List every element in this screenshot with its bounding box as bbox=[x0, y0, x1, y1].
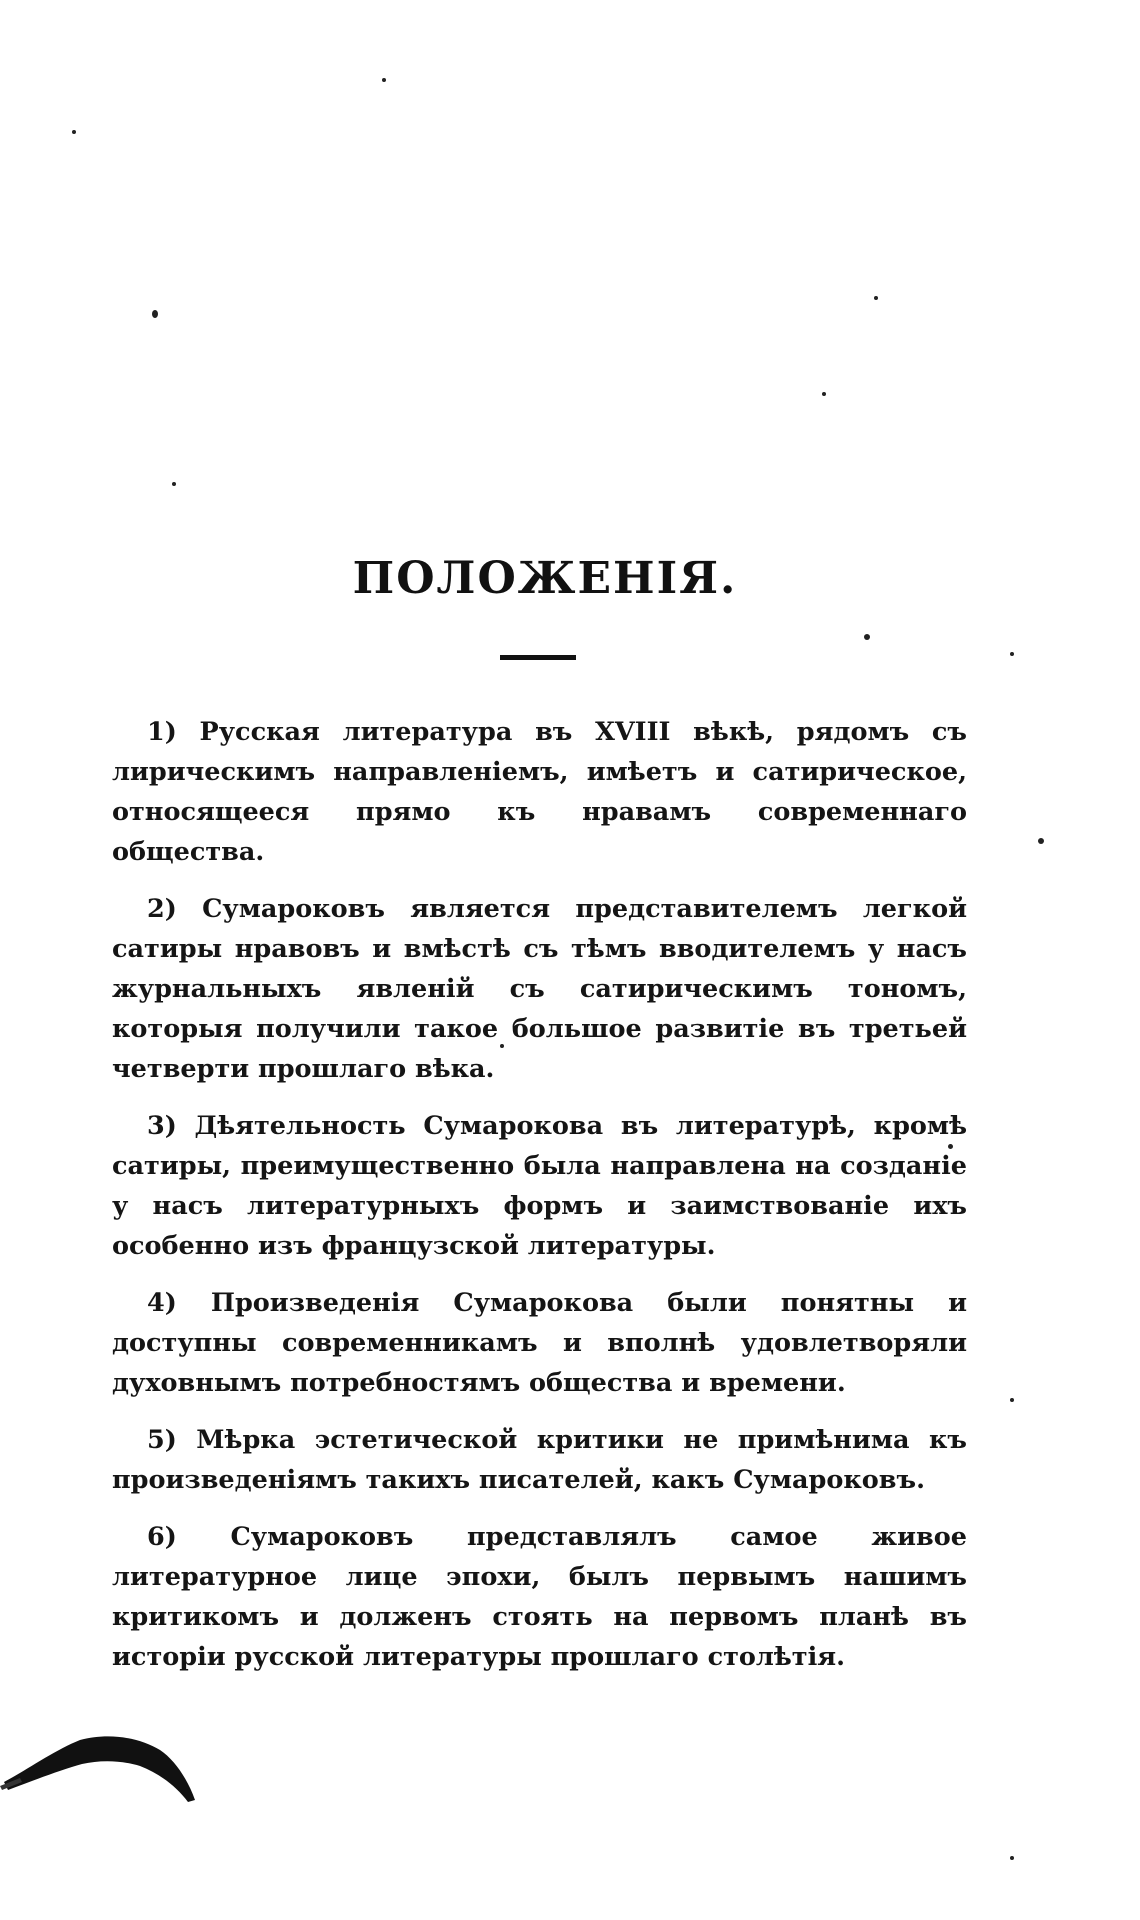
print-speck bbox=[152, 310, 158, 318]
theses-list bbox=[112, 712, 967, 1694]
print-speck bbox=[874, 296, 878, 300]
thesis-5: 5) Мѣрка эстетической критики не примѣнима къ произведеніямъ такихъ писателей, какъ Сумароковъ. bbox=[112, 1425, 967, 1495]
thesis-6: 6) Сумароковъ представлялъ самое живое литературное лице эпохи, былъ первымъ нашимъ критикомъ и долженъ стоять на первомъ планѣ въ исторіи русской литературы прошлаго столѣтія. bbox=[112, 1522, 967, 1672]
thesis-2: 2) Сумароковъ является представителемъ легкой сатиры нравовъ и вмѣстѣ съ тѣмъ вводителемъ у насъ журнальныхъ явленій съ сатирическимъ тономъ, которыя получили такое большое развитіе въ третьей четверти прошлаго вѣка. bbox=[112, 894, 967, 1084]
ink-blot bbox=[0, 1720, 210, 1810]
print-speck bbox=[822, 392, 826, 396]
thesis-1: 1) Русская литература въ XVIII вѣкѣ, рядомъ съ лирическимъ направленіемъ, имѣетъ и сатирическое, относящееся прямо къ нравамъ современнаго общества. bbox=[112, 717, 967, 867]
print-speck bbox=[382, 78, 386, 82]
print-speck bbox=[1010, 1856, 1014, 1860]
print-speck bbox=[1010, 652, 1014, 656]
print-speck bbox=[172, 482, 176, 486]
print-speck bbox=[1038, 838, 1044, 844]
print-speck bbox=[864, 634, 870, 640]
thesis-4: 4) Произведенія Сумарокова были понятны и доступны современникамъ и вполнѣ удовлетворяли духовнымъ потребностямъ общества и времени. bbox=[112, 1288, 967, 1398]
title-rule bbox=[500, 655, 576, 660]
print-speck bbox=[72, 130, 76, 134]
print-speck bbox=[1010, 1398, 1014, 1402]
thesis-3: 3) Дѣятельность Сумарокова въ литературѣ, кромѣ сатиры, преимущественно была направлена на созданіе у насъ литературныхъ формъ и заимствованіе ихъ особенно изъ французской литературы. bbox=[112, 1111, 967, 1261]
page-title: ПОЛОЖЕНІЯ. bbox=[352, 553, 738, 605]
